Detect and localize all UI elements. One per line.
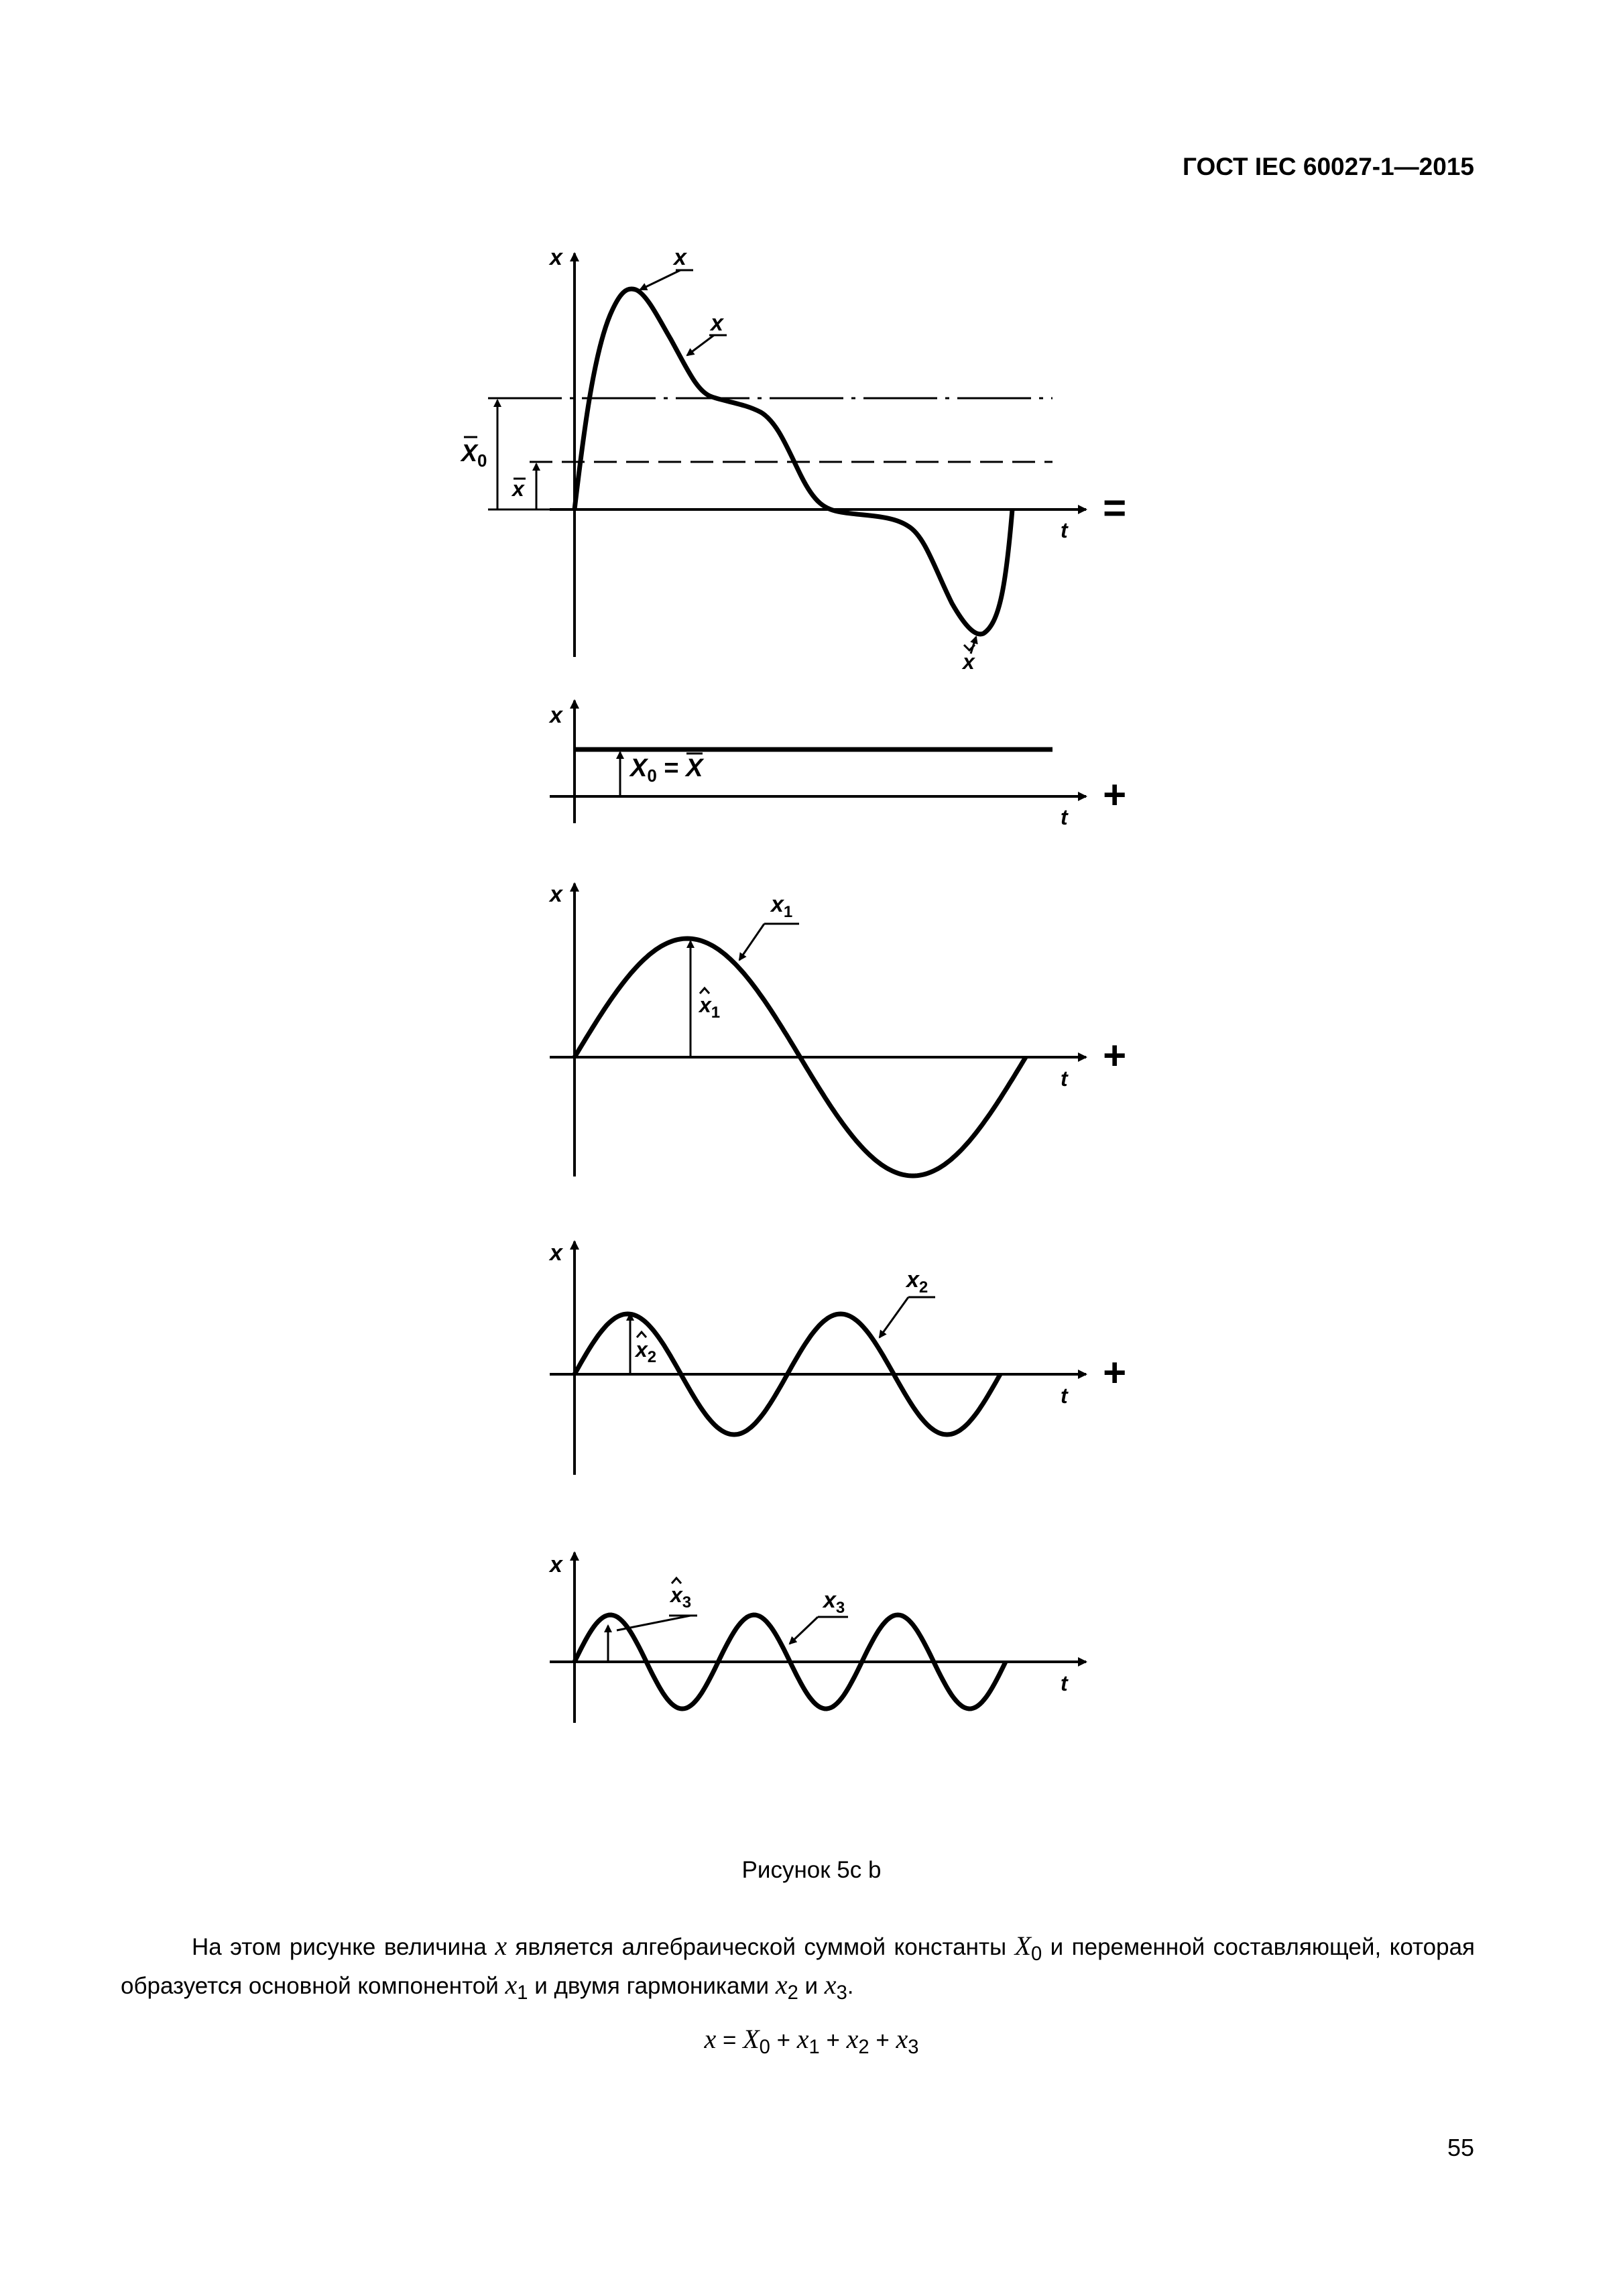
slope-pointer [687, 335, 714, 355]
X0-label: $X_0$ [461, 439, 487, 471]
amplitude-leader [617, 1616, 690, 1630]
y-axis-label: x [550, 703, 562, 728]
curve-label: $x_3$ [823, 1587, 845, 1617]
curve-label: $x_2$ [906, 1267, 928, 1296]
panel-constant [548, 701, 1126, 829]
curve-pointer [739, 924, 764, 960]
curve-label: $x_1$ [771, 892, 793, 921]
sum-formula: $x = X_0 + x_1 + x_2 + x_3$ [704, 2024, 919, 2058]
constant-label: $X_0 = X$ [630, 754, 703, 786]
panel2-operator: + [1102, 772, 1126, 817]
curve-pointer [790, 1617, 818, 1644]
panel-composite-signal [460, 245, 1126, 674]
t-axis-label: t [1061, 1384, 1068, 1408]
amplitude-label: $x_1$ [699, 993, 721, 1022]
peak-pointer [640, 270, 680, 290]
panel-second-harmonic [548, 1240, 1126, 1475]
panel4-operator: + [1102, 1350, 1126, 1395]
panel1-operator: = [1102, 485, 1126, 530]
min-label: x [963, 650, 975, 674]
slope-label: x [711, 310, 723, 336]
y-axis-label: x [550, 1552, 562, 1577]
y-axis-label: x [550, 245, 562, 270]
t-axis-label: t [1061, 1671, 1068, 1695]
explanation-paragraph: На этом рисунке величина x является алгебраической суммой константы $X_0$ и переменной составляющей, которая образуется основной компонентой $x_1$ и двумя гармониками $x_2$ и $x_3$. [121, 1931, 1475, 2004]
t-axis-label: t [1061, 518, 1068, 542]
peak-label: x [674, 245, 686, 270]
page-number: 55 [1447, 2134, 1474, 2161]
y-axis-label: x [550, 1240, 562, 1266]
panel-third-harmonic [548, 1552, 1086, 1723]
y-axis-label: x [550, 882, 562, 907]
t-axis-label: t [1061, 805, 1068, 829]
amplitude-label: $x_2$ [636, 1337, 657, 1366]
amplitude-hat-mark [637, 1332, 646, 1337]
figure-caption: Рисунок 5с b [741, 1857, 882, 1883]
curve-pointer [880, 1297, 908, 1337]
amplitude-label: $x_3$ [670, 1583, 692, 1612]
t-axis-label: t [1061, 1067, 1068, 1091]
panel3-operator: + [1102, 1033, 1126, 1078]
mean-label: x [512, 477, 524, 501]
document-header: ГОСТ IEC 60027-1—2015 [1182, 153, 1474, 180]
panel-fundamental [548, 882, 1126, 1176]
